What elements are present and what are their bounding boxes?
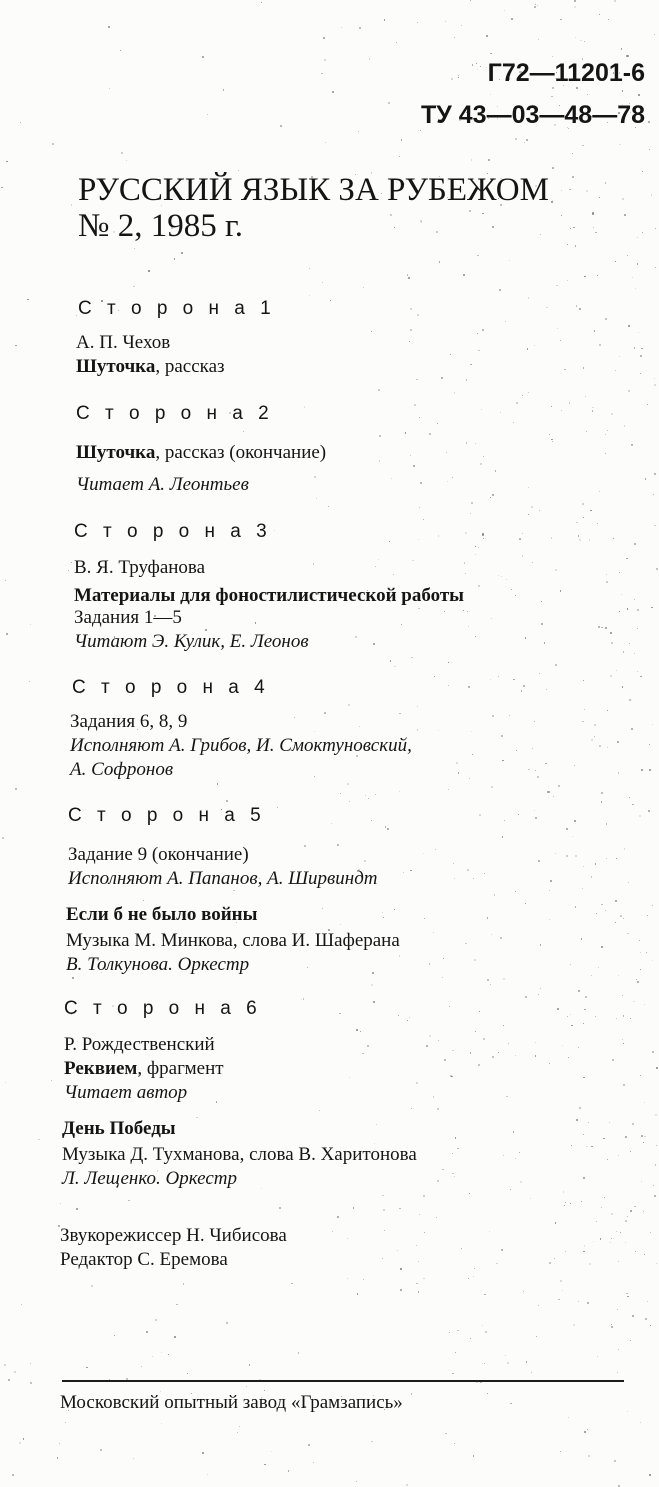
listing-line: Л. Лещенко. Оркестр — [62, 1168, 237, 1189]
listing-line: Редактор С. Еремова — [60, 1249, 228, 1270]
listing-line: Задание 9 (окончание) — [68, 844, 249, 865]
listing-line — [76, 355, 225, 379]
side-heading: С т о р о н а 6 — [64, 998, 262, 1019]
side-heading: С т о р о н а 3 — [74, 521, 272, 542]
side-heading: С т о р о н а 4 — [72, 677, 270, 698]
listing-line — [76, 441, 326, 465]
issue-line: № 2, 1985 г. — [78, 208, 244, 244]
listing-line: Музыка М. Минкова, слова И. Шаферана — [66, 930, 400, 951]
listing-line: Музыка Д. Тухманова, слова В. Харитонова — [62, 1144, 417, 1165]
title-line: РУССКИЙ ЯЗЫК ЗА РУБЕЖОМ — [78, 172, 549, 208]
listing-line — [64, 1057, 224, 1081]
listing-line: Если б не было войны — [66, 904, 258, 925]
listing-line: Исполняют А. Папанов, А. Ширвиндт — [68, 868, 378, 889]
side-heading: С т о р о н а 5 — [68, 805, 266, 826]
listing-line: Материалы для фоностилистической работы — [74, 585, 465, 606]
listing-line: День Победы — [62, 1118, 176, 1139]
listing-line: Читает автор — [64, 1082, 188, 1103]
listing-run: , рассказ (окончание) — [155, 442, 327, 463]
side-heading: С т о р о н а 1 — [78, 298, 276, 319]
listing-line: Задания 1—5 — [74, 607, 182, 628]
listing-run: Реквием — [64, 1058, 138, 1079]
footer-divider — [62, 1380, 624, 1382]
listing-line: Читают Э. Кулик, Е. Леонов — [74, 631, 309, 652]
side-heading: С т о р о н а 2 — [76, 403, 274, 424]
listing-line: Звукорежиссер Н. Чибисова — [60, 1225, 287, 1246]
manufacturer-line: Московский опытный завод «Грамзапись» — [60, 1392, 403, 1413]
catalog-code: Г72—11201-6 — [487, 59, 645, 87]
listing-line: Исполняют А. Грибов, И. Смоктуновский, — [70, 735, 412, 756]
listing-line: В. Я. Труфанова — [74, 557, 206, 578]
listing-run: Шуточка — [76, 356, 156, 377]
listing-run: Шуточка — [76, 442, 156, 463]
listing-line: Читает А. Леонтьев — [76, 474, 249, 495]
listing-run: , рассказ — [155, 356, 225, 377]
listing-line: В. Толкунова. Оркестр — [66, 954, 250, 975]
listing-line: А. Софронов — [70, 759, 174, 780]
listing-line: А. П. Чехов — [76, 332, 171, 353]
listing-run: , фрагмент — [137, 1058, 224, 1079]
standard-code: ТУ 43—03—48—78 — [421, 101, 645, 129]
listing-line: Р. Рождественский — [64, 1034, 215, 1055]
listing-line: Задания 6, 8, 9 — [70, 711, 188, 732]
